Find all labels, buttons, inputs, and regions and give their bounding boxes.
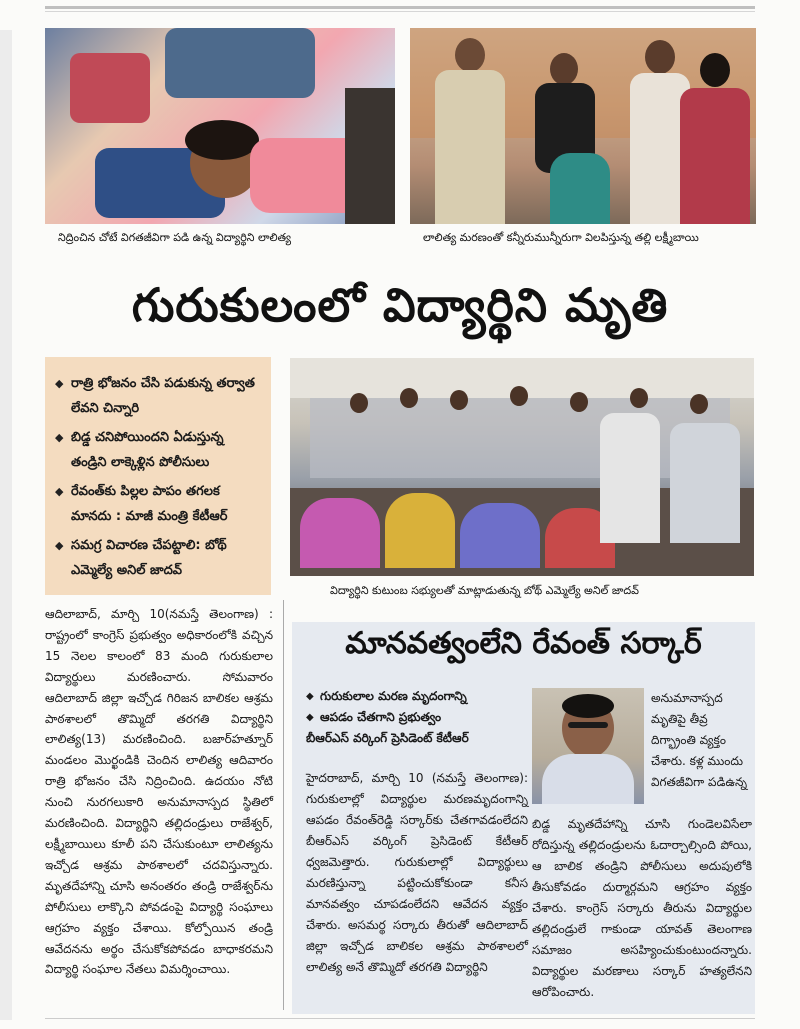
page-edge [0, 30, 12, 1020]
main-story-paragraph: ఆదిలాబాద్, మార్చి 10(నమస్తే తెలంగాణ) : రాష్ట్రంలో కాంగ్రెస్ ప్రభుత్వం అధికారంలోకి వచ్చిన 15 నెలల కాలంలో 83 మంది గురుకులాల విద్యార్థులు మరణించారు. సోమవారం ఆదిలాబాద్ జిల్లా ఇచ్చోడ గిరిజన బాలికల ఆశ్రమ పాఠశాలలో తొమ్మిదో తరగతి విద్యార్థిని లాలిత్య(13) మరణించింది. బజార్‌హత్నూర్ మండలం మొర్ఖండికి చెందిన లాలిత్య ఆదివారం రాత్రి భోజనం చేసి నిద్రించింది. ఉదయం నోటి నుంచి నురగలుకారి అనుమానాస్పద స్థితిలో మరణించింది. విద్యార్థిని తల్లిదండ్రులు రాజేశ్వర్, లక్ష్మీబాయిలు కూలీ పని చేసుకుంటూ లాలిత్యను ఇచ్చోడ ఆశ్రమ పాఠశాలలో చదవిస్తున్నారు. మృతదేహాన్ని చూసి అనంతరం తండ్రి రాజేశ్వర్‌ను పోలీసులు లాక్కొని పోవడంపై విద్యార్థి సంఘాలు ఆగ్రహం వ్యక్తం చేశాయి. కోల్పోయిన తండ్రి ఆవేదనను అర్థం చేసుకోకపోవడం బాధాకరమని విద్యార్థి సంఘాల నేతలు విమర్శించాయి. [45, 607, 273, 977]
column-divider [283, 600, 284, 1010]
photo-ktr [532, 688, 644, 804]
highlights-box [45, 357, 271, 595]
sidebar-bullet: ◆ ఆపడం చేతగాని ప్రభుత్వం [306, 707, 536, 728]
main-story-body [45, 604, 273, 980]
sidebar-bullet: ◆ గురుకులాల మరణ మృదంగాన్ని [306, 686, 536, 707]
top-rule-thin [45, 11, 755, 12]
sidebar-paragraph-left: హైదరాబాద్, మార్చి 10 (నమస్తే తెలంగాణ): గురుకులాల్లో విద్యార్థుల మరణమృదంగాన్ని ఆపడం రేవంత్‌రెడ్డి సర్కార్‌కు చేతగావడంలేదని బీఆర్‌ఎస్ వర్కింగ్ ప్రెసిడెంట్ కేటీఆర్ ధ్వజమెత్తారు. గురుకులాల్లో విద్యార్థులు మరణిస్తున్నా పట్టించుకోకుండా కనీస మానవత్వం చూపడంలేదని ఆవేదన వ్యక్తం చేశారు. అసమర్థ సర్కారు తీరుతో ఆదిలాబాద్ జిల్లా ఇచ్చోడ బాలికల ఆశ్రమ పాఠశాలలో లాలిత్య అనే తొమ్మిదో తరగతి విద్యార్థిని [306, 771, 528, 974]
photo-mla-with-family [290, 358, 754, 576]
highlight-item: ◆ రేవంత్‌కు పిల్లల పాపం తగలక మానదు : మాజీ మంత్రి కేటీఆర్ [55, 479, 261, 529]
sidebar-title: మానవత్వంలేని రేవంత్ సర్కార్ [345, 626, 702, 661]
caption-top-right: లాలిత్య మరణంతో కన్నీరుమున్నీరుగా విలపిస్తున్న తల్లి లక్ష్మీబాయి [423, 231, 699, 244]
photo-student-in-bed [45, 28, 395, 224]
bottom-rule [45, 1018, 755, 1019]
top-rule [45, 6, 755, 9]
sidebar-text-right-top [651, 688, 751, 793]
caption-top-left: నిద్రించిన చోటే విగతజీవిగా పడి ఉన్న విద్యార్థిని లాలిత్య [58, 231, 292, 244]
sidebar-bullet-continued: బీఆర్‌ఎస్ వర్కింగ్ ప్రెసిడెంట్ కేటీఆర్ [306, 731, 469, 745]
sidebar-paragraph-right-bottom: బిడ్డ మృతదేహాన్ని చూసి గుండెలవిసేలా రోదిస్తున్న తల్లిదండ్రులను ఓదార్చాల్సింది పోయి, ఆ బాలిక తండ్రిని పోలీసులు అదుపులోకి తీసుకోవడం దుర్మార్గమని ఆగ్రహం వ్యక్తం చేశారు. కాంగ్రెస్ సర్కారు తీరును విద్యార్థుల తల్లిదండ్రులే గాకుండా యావత్ తెలంగాణ సమాజం అసహ్యించుకుంటుందన్నారు. విద్యార్థుల మరణాలు సర్కార్ హత్యలేనని ఆరోపించారు. [532, 817, 752, 999]
headline: గురుకులంలో విద్యార్థిని మృతి [131, 278, 669, 332]
sidebar-paragraph-right-top: అనుమానాస్పద మృతిపై తీవ్ర దిగ్భ్రాంతి వ్యక్తం చేశారు. కళ్ల ముందు విగతజీవిగా పడిఉన్న [651, 691, 748, 789]
highlight-item: ◆ బిడ్డ చనిపోయిందని ఏడుస్తున్న తండ్రిని లాక్కెళ్లిన పోలీసులు [55, 425, 261, 475]
caption-middle: విద్యార్థిని కుటుంబ సభ్యులతో మాట్లాడుతున్న బోథ్ ఎమ్మెల్యే అనిల్ జాదవ్ [330, 584, 639, 597]
sidebar-text-right-bottom [532, 814, 752, 1003]
photo-mother-crying [410, 28, 756, 224]
sidebar-text-left [306, 768, 528, 978]
highlight-item: ◆ సమగ్ర విచారణ చేపట్టాలి: బోథ్ ఎమ్మెల్యే అనిల్ జాదవ్ [55, 533, 261, 583]
sidebar-bullets [306, 686, 536, 749]
highlight-item: ◆ రాత్రి భోజనం చేసి పడుకున్న తర్వాత లేవని చిన్నారి [55, 371, 261, 421]
